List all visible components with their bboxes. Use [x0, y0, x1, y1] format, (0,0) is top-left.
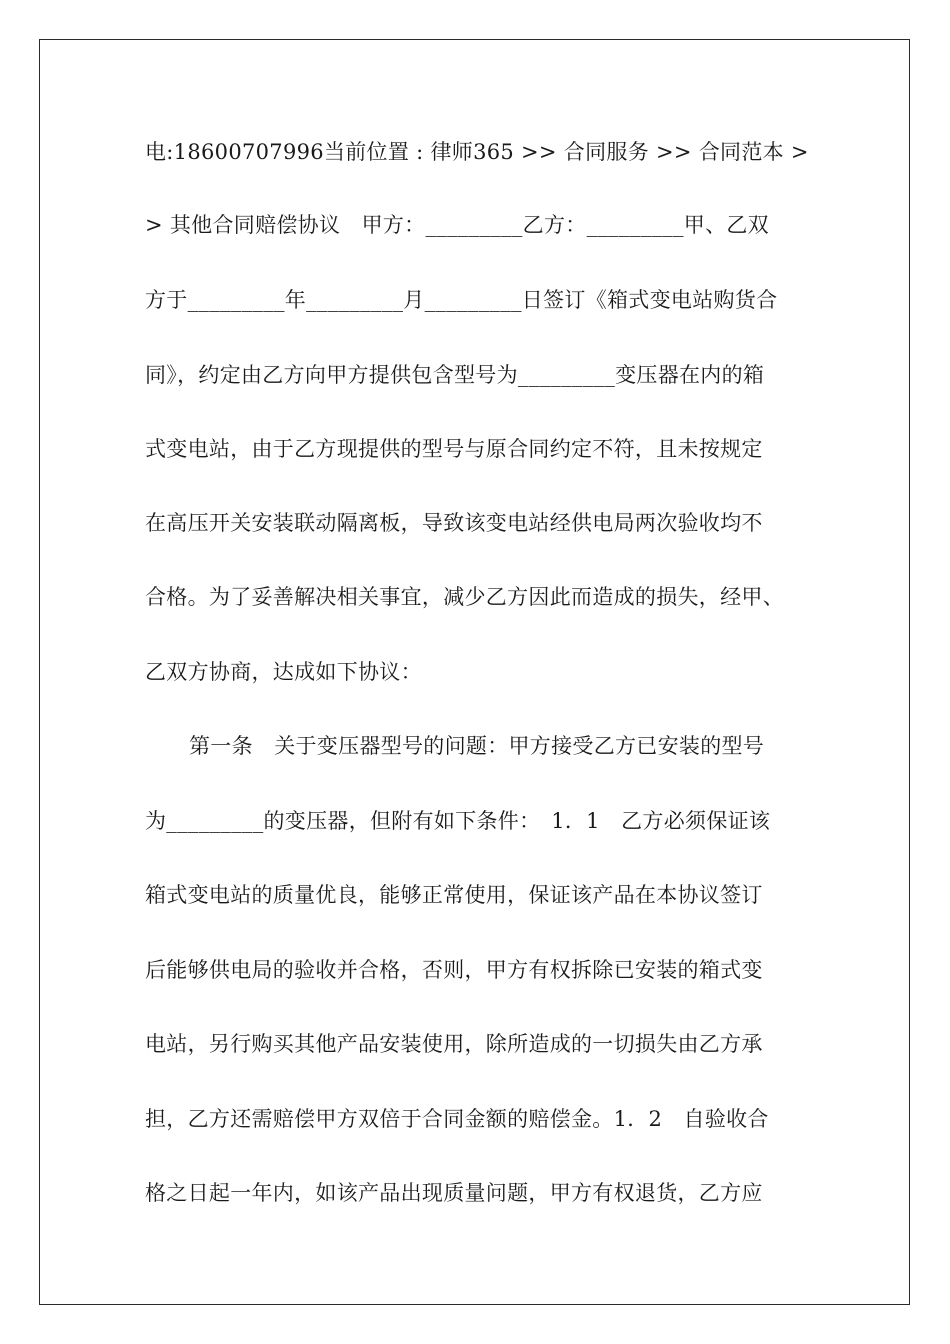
text-line: 乙双方协商，达成如下协议：: [145, 660, 422, 684]
text-line: 担，乙方还需赔偿甲方双倍于合同金额的赔偿金。1．2 自验收合: [145, 1107, 769, 1131]
article-heading-line: 第一条 关于变压器型号的问题：甲方接受乙方已安装的型号: [189, 734, 765, 758]
text-line: 方于_________年_________月_________日签订《箱式变电站购货合: [145, 288, 778, 312]
text-line: 式变电站，由于乙方现提供的型号与原合同约定不符，且未按规定: [145, 437, 763, 461]
text-line: 在高压开关安装联动隔离板，导致该变电站经供电局两次验收均不: [145, 511, 763, 535]
text-line: 格之日起一年内，如该产品出现质量问题，甲方有权退货，乙方应: [145, 1181, 763, 1205]
text-line: 电:18600707996当前位置 : 律师365 >> 合同服务 >> 合同范本 >: [145, 140, 809, 164]
text-line: 合格。为了妥善解决相关事宜，减少乙方因此而造成的损失，经甲、: [145, 585, 784, 609]
text-line: > 其他合同赔偿协议 甲方：_________乙方：_________甲、乙双: [145, 213, 769, 237]
text-line: 电站，另行购买其他产品安装使用，除所造成的一切损失由乙方承: [145, 1032, 763, 1056]
text-line: 为_________的变压器，但附有如下条件： 1．1 乙方必须保证该: [145, 809, 771, 833]
text-line: 后能够供电局的验收并合格，否则，甲方有权拆除已安装的箱式变: [145, 958, 763, 982]
text-line: 箱式变电站的质量优良，能够正常使用，保证该产品在本协议签订: [145, 883, 763, 907]
text-line: 同》，约定由乙方向甲方提供包含型号为_________变压器在内的箱: [145, 363, 765, 387]
